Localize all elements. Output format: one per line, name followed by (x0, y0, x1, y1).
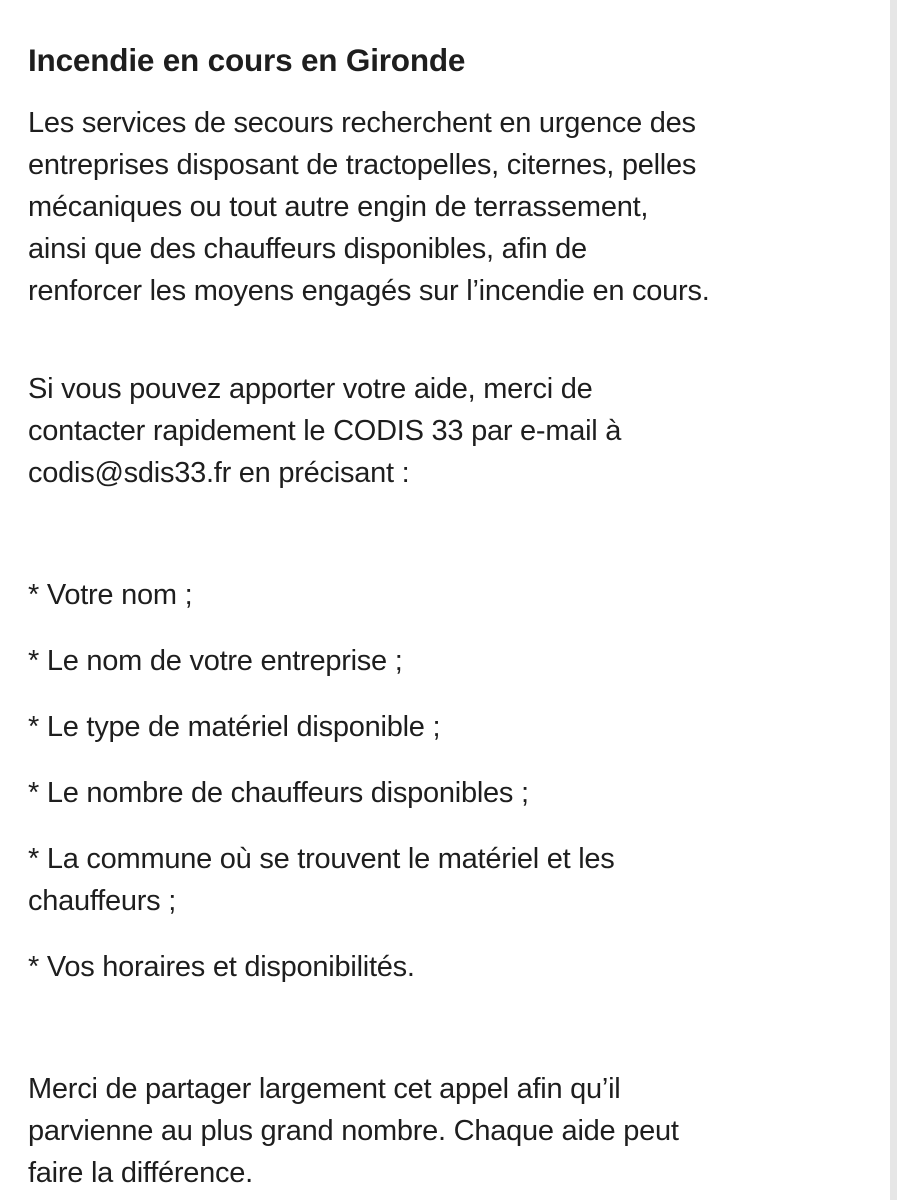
paragraph-line: Merci de partager largement cet appel afin qu’il (28, 1073, 621, 1105)
paragraph-share-appeal (28, 1068, 880, 1194)
list-item (28, 772, 880, 814)
paragraph-line: Les services de secours recherchent en urgence des (28, 107, 696, 139)
list-item-text: * Votre nom ; (28, 579, 193, 611)
list-item (28, 640, 880, 682)
list-item-text: * Le type de matériel disponible ; (28, 711, 441, 743)
list-item (28, 706, 880, 748)
paragraph-line: contacter rapidement le CODIS 33 par e-mail à (28, 415, 622, 447)
paragraph-line: parvienne au plus grand nombre. Chaque aide peut (28, 1115, 679, 1147)
paragraph-line: mécaniques ou tout autre engin de terrassement, (28, 191, 649, 223)
paragraph-line: Si vous pouvez apporter votre aide, merci de (28, 373, 593, 405)
paragraph-line: entreprises disposant de tractopelles, citernes, pelles (28, 149, 697, 181)
list-item-text: chauffeurs ; (28, 885, 177, 917)
required-info-list (28, 574, 880, 988)
list-item-text: * Le nombre de chauffeurs disponibles ; (28, 777, 529, 809)
right-edge-strip (890, 0, 897, 1200)
paragraph-contact-instructions (28, 368, 880, 494)
paragraph-rescue-request (28, 102, 880, 312)
paragraph-line: faire la différence. (28, 1157, 253, 1189)
paragraph-line: ainsi que des chauffeurs disponibles, afin de (28, 233, 587, 265)
list-item-text: * Vos horaires et disponibilités. (28, 951, 415, 983)
paragraph-line: renforcer les moyens engagés sur l’incendie en cours. (28, 275, 710, 307)
list-item-text: * Le nom de votre entreprise ; (28, 645, 403, 677)
page-title: Incendie en cours en Gironde (28, 42, 466, 78)
list-item-text: * La commune où se trouvent le matériel et les (28, 843, 615, 875)
list-item (28, 946, 880, 988)
list-item (28, 838, 880, 922)
paragraph-line: codis@sdis33.fr en précisant : (28, 457, 410, 489)
list-item (28, 574, 880, 616)
